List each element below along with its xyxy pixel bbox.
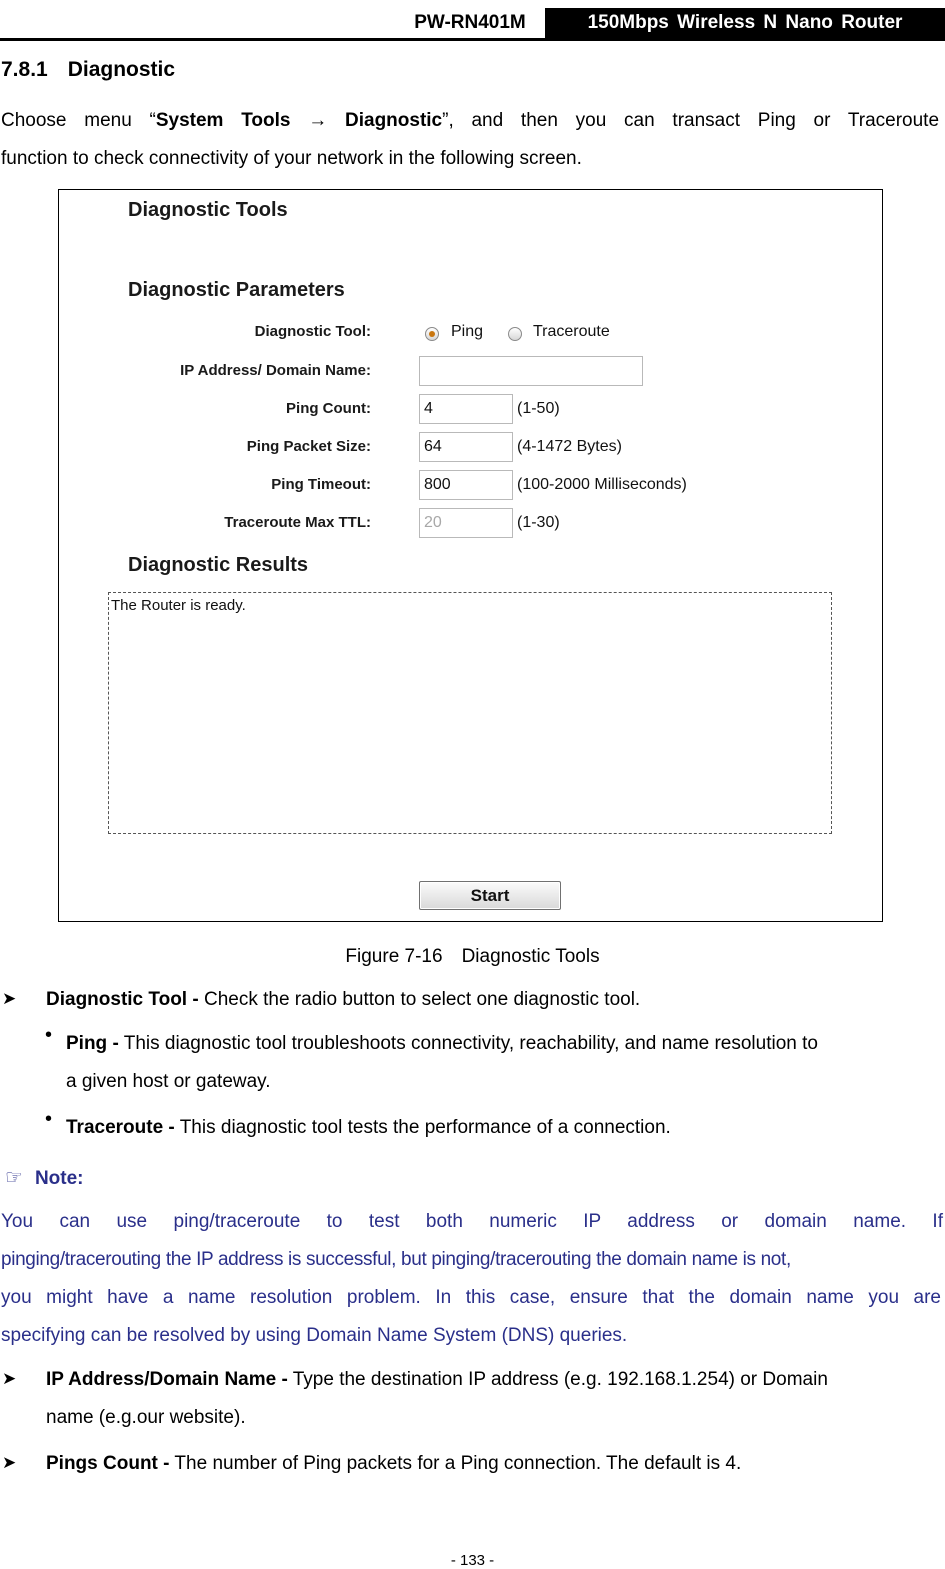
diagnostic-tool-item — [46, 981, 936, 1019]
section-heading — [1, 58, 175, 82]
ping-timeout-input[interactable]: 800 — [419, 470, 513, 500]
traceroute-radio[interactable] — [508, 327, 522, 341]
arrow-bullet-icon: ➤ — [2, 1369, 17, 1388]
intro-line-1 — [1, 102, 939, 140]
pings-count-desc: The number of Ping packets for a Ping connection. The default is 4. — [169, 1453, 742, 1474]
traceroute-desc: This diagnostic tool tests the performance of a connection. — [174, 1117, 671, 1138]
note-label: Note: — [34, 1168, 84, 1189]
traceroute-max-ttl-hint: (1-30) — [517, 514, 560, 531]
radio-selected-dot — [429, 331, 435, 337]
pointing-hand-icon: ☞ — [5, 1167, 23, 1189]
ping-desc-1: This diagnostic tool troubleshoots connectivity, reachability, and name resolution to — [118, 1033, 818, 1054]
ip-address-term: IP Address/Domain Name - — [46, 1369, 288, 1390]
ping-count-hint: (1-50) — [517, 400, 560, 417]
header-title: 150Mbps Wireless N Nano Router — [545, 8, 945, 38]
diagnostic-tools-heading: Diagnostic Tools — [128, 199, 288, 221]
diagnostic-tool-label: Diagnostic Tool: — [254, 323, 371, 340]
ping-item-line-2: a given host or gateway. — [66, 1071, 271, 1092]
traceroute-radio-label: Traceroute — [533, 323, 610, 340]
page-number: - 133 - — [450, 1552, 495, 1569]
ping-radio-label: Ping — [451, 323, 484, 340]
intro-post: ”, and then you can transact Ping or Traceroute — [442, 110, 940, 131]
intro-line-2: function to check connectivity of your network in the following screen. — [1, 148, 582, 169]
header-model: PW-RN401M — [414, 12, 526, 33]
diagnostic-tool-term: Diagnostic Tool - — [46, 989, 199, 1010]
ping-term: Ping - — [66, 1033, 119, 1054]
intro-menu-diagnostic: Diagnostic — [345, 110, 443, 131]
traceroute-max-ttl-label: Traceroute Max TTL: — [224, 514, 371, 531]
ping-timeout-hint: (100-2000 Milliseconds) — [517, 476, 687, 493]
start-button[interactable]: Start — [419, 881, 561, 910]
intro-arrow: → — [308, 110, 328, 131]
ip-address-input[interactable] — [419, 356, 643, 386]
section-number: 7.8.1 — [1, 58, 48, 81]
ping-radio[interactable] — [425, 327, 439, 341]
ping-count-label: Ping Count: — [286, 400, 371, 417]
figure-caption: Figure 7-16 Diagnostic Tools — [345, 946, 600, 967]
ping-packet-size-label: Ping Packet Size: — [246, 438, 371, 455]
intro-pre: Choose menu “ — [1, 110, 156, 131]
ip-address-item-line-2: name (e.g.our website). — [46, 1407, 246, 1428]
arrow-bullet-icon: ➤ — [2, 989, 17, 1008]
arrow-bullet-icon: ➤ — [2, 1453, 17, 1472]
diagnostic-parameters-heading: Diagnostic Parameters — [128, 279, 345, 301]
note-line-4: specifying can be resolved by using Domain Name System (DNS) queries. — [1, 1325, 628, 1346]
page-header — [0, 8, 945, 40]
note-line-2: pinging/tracerouting the IP address is successful, but pinging/tracerouting the domain name is not, — [1, 1249, 791, 1270]
dot-bullet-icon: • — [45, 1108, 53, 1130]
note-line-1: You can use ping/traceroute to test both numeric IP address or domain name. If — [1, 1211, 943, 1232]
diagnostic-tool-desc: Check the radio button to select one diagnostic tool. — [198, 989, 641, 1010]
ip-address-label: IP Address/ Domain Name: — [180, 362, 371, 379]
section-title: Diagnostic — [67, 58, 176, 81]
traceroute-item — [66, 1109, 940, 1147]
diagnostic-results-heading: Diagnostic Results — [128, 554, 309, 576]
pings-count-item — [46, 1445, 940, 1483]
diagnostic-results-box[interactable] — [108, 592, 832, 834]
ping-packet-size-input[interactable]: 64 — [419, 432, 513, 462]
note-line-3: you might have a name resolution problem. In this case, ensure that the domain name you are — [1, 1287, 941, 1308]
note-heading — [5, 1165, 84, 1190]
dot-bullet-icon: • — [45, 1024, 53, 1046]
diagnostic-tools-screenshot — [58, 189, 883, 922]
ping-timeout-label: Ping Timeout: — [271, 476, 371, 493]
ping-count-input[interactable]: 4 — [419, 394, 513, 424]
traceroute-max-ttl-input[interactable]: 20 — [419, 508, 513, 538]
results-text: The Router is ready. — [111, 597, 246, 614]
ip-address-item-line-1 — [46, 1361, 940, 1399]
ping-packet-size-hint: (4-1472 Bytes) — [517, 438, 622, 455]
pings-count-term: Pings Count - — [46, 1453, 170, 1474]
traceroute-term: Traceroute - — [66, 1117, 175, 1138]
ip-address-desc-1: Type the destination IP address (e.g. 192.168.1.254) or Domain — [287, 1369, 828, 1390]
header-rule — [0, 38, 945, 41]
intro-menu-system-tools: System Tools — [155, 110, 291, 131]
ping-item-line-1 — [66, 1025, 940, 1063]
